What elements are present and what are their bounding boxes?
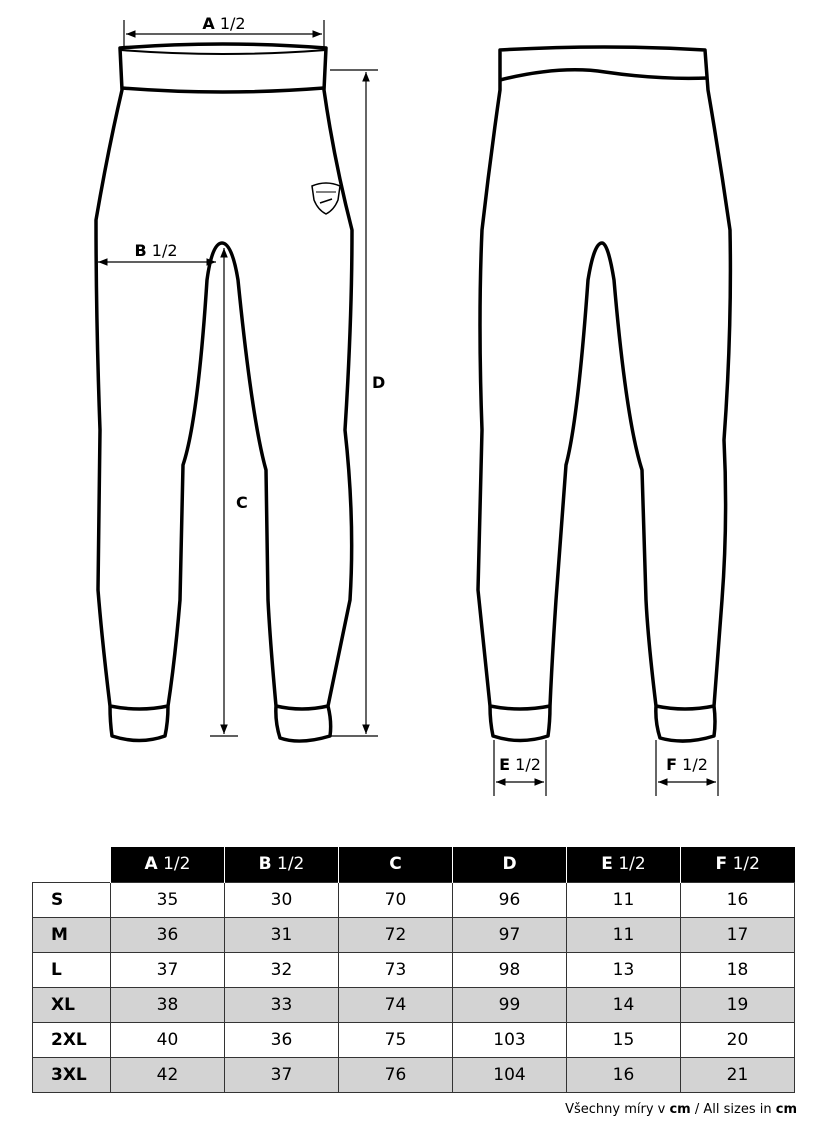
table-cell: 19: [681, 987, 795, 1022]
table-row: [33, 1022, 795, 1057]
table-cell: 37: [225, 1057, 339, 1092]
column-header-a: A 1/2: [111, 847, 225, 882]
column-header-c: C: [339, 847, 453, 882]
footnote-middle: / All sizes in: [690, 1102, 776, 1117]
table-cell: 103: [453, 1022, 567, 1057]
table-cell: 74: [339, 987, 453, 1022]
table-cell: 30: [225, 882, 339, 917]
table-cell: 31: [225, 917, 339, 952]
label-b: B 1/2: [134, 241, 178, 260]
size-label: L: [33, 952, 111, 987]
units-footnote: [565, 1102, 797, 1117]
size-label: 2XL: [33, 1022, 111, 1057]
footnote-prefix: Všechny míry v: [565, 1102, 670, 1117]
table-cell: 35: [111, 882, 225, 917]
header-corner: [33, 847, 111, 882]
waistband-line-back: [500, 70, 708, 80]
table-cell: 36: [225, 1022, 339, 1057]
table-cell: 42: [111, 1057, 225, 1092]
table-row: [33, 952, 795, 987]
label-e: E 1/2: [499, 755, 541, 774]
label-f: F 1/2: [666, 755, 708, 774]
table-cell: 17: [681, 917, 795, 952]
table-cell: 18: [681, 952, 795, 987]
footnote-unit-en: cm: [775, 1102, 797, 1117]
table-cell: 73: [339, 952, 453, 987]
table-row: [33, 882, 795, 917]
table-row: [33, 987, 795, 1022]
table-cell: 96: [453, 882, 567, 917]
table-cell: 21: [681, 1057, 795, 1092]
right-cuff-line-front: [276, 706, 328, 709]
size-label: S: [33, 882, 111, 917]
column-header-f: F 1/2: [681, 847, 795, 882]
table-cell: 37: [111, 952, 225, 987]
left-cuff-line-back: [490, 706, 550, 709]
left-cuff-line-front: [110, 706, 168, 709]
table-cell: 38: [111, 987, 225, 1022]
size-label: XL: [33, 987, 111, 1022]
label-d: D: [372, 373, 386, 392]
table-cell: 20: [681, 1022, 795, 1057]
size-label: M: [33, 917, 111, 952]
table-cell: 104: [453, 1057, 567, 1092]
waistband-line-front: [122, 88, 324, 92]
table-cell: 75: [339, 1022, 453, 1057]
table-row: [33, 1057, 795, 1092]
table-cell: 70: [339, 882, 453, 917]
pants-back-view: [478, 47, 730, 741]
table-row: [33, 917, 795, 952]
waistband-top-front: [120, 50, 326, 54]
footnote-unit-cz: cm: [669, 1102, 691, 1117]
right-cuff-line-back: [656, 706, 714, 709]
table-cell: 99: [453, 987, 567, 1022]
table-cell: 40: [111, 1022, 225, 1057]
table-cell: 14: [567, 987, 681, 1022]
table-cell: 98: [453, 952, 567, 987]
label-c: C: [236, 493, 248, 512]
table-cell: 76: [339, 1057, 453, 1092]
table-cell: 13: [567, 952, 681, 987]
dimension-c: [210, 248, 238, 736]
size-label: 3XL: [33, 1057, 111, 1092]
table-cell: 16: [681, 882, 795, 917]
table-cell: 11: [567, 917, 681, 952]
column-header-b: B 1/2: [225, 847, 339, 882]
table-cell: 11: [567, 882, 681, 917]
size-chart-table: [32, 847, 795, 1093]
label-a: A 1/2: [202, 14, 246, 33]
table-cell: 97: [453, 917, 567, 952]
table-cell: 33: [225, 987, 339, 1022]
pants-back-outline: [478, 47, 730, 741]
table-header-row: [33, 847, 795, 882]
column-header-d: D: [453, 847, 567, 882]
table-cell: 72: [339, 917, 453, 952]
column-header-e: E 1/2: [567, 847, 681, 882]
table-cell: 36: [111, 917, 225, 952]
table-cell: 32: [225, 952, 339, 987]
table-cell: 15: [567, 1022, 681, 1057]
brand-logo-badge: [312, 183, 340, 214]
table-cell: 16: [567, 1057, 681, 1092]
